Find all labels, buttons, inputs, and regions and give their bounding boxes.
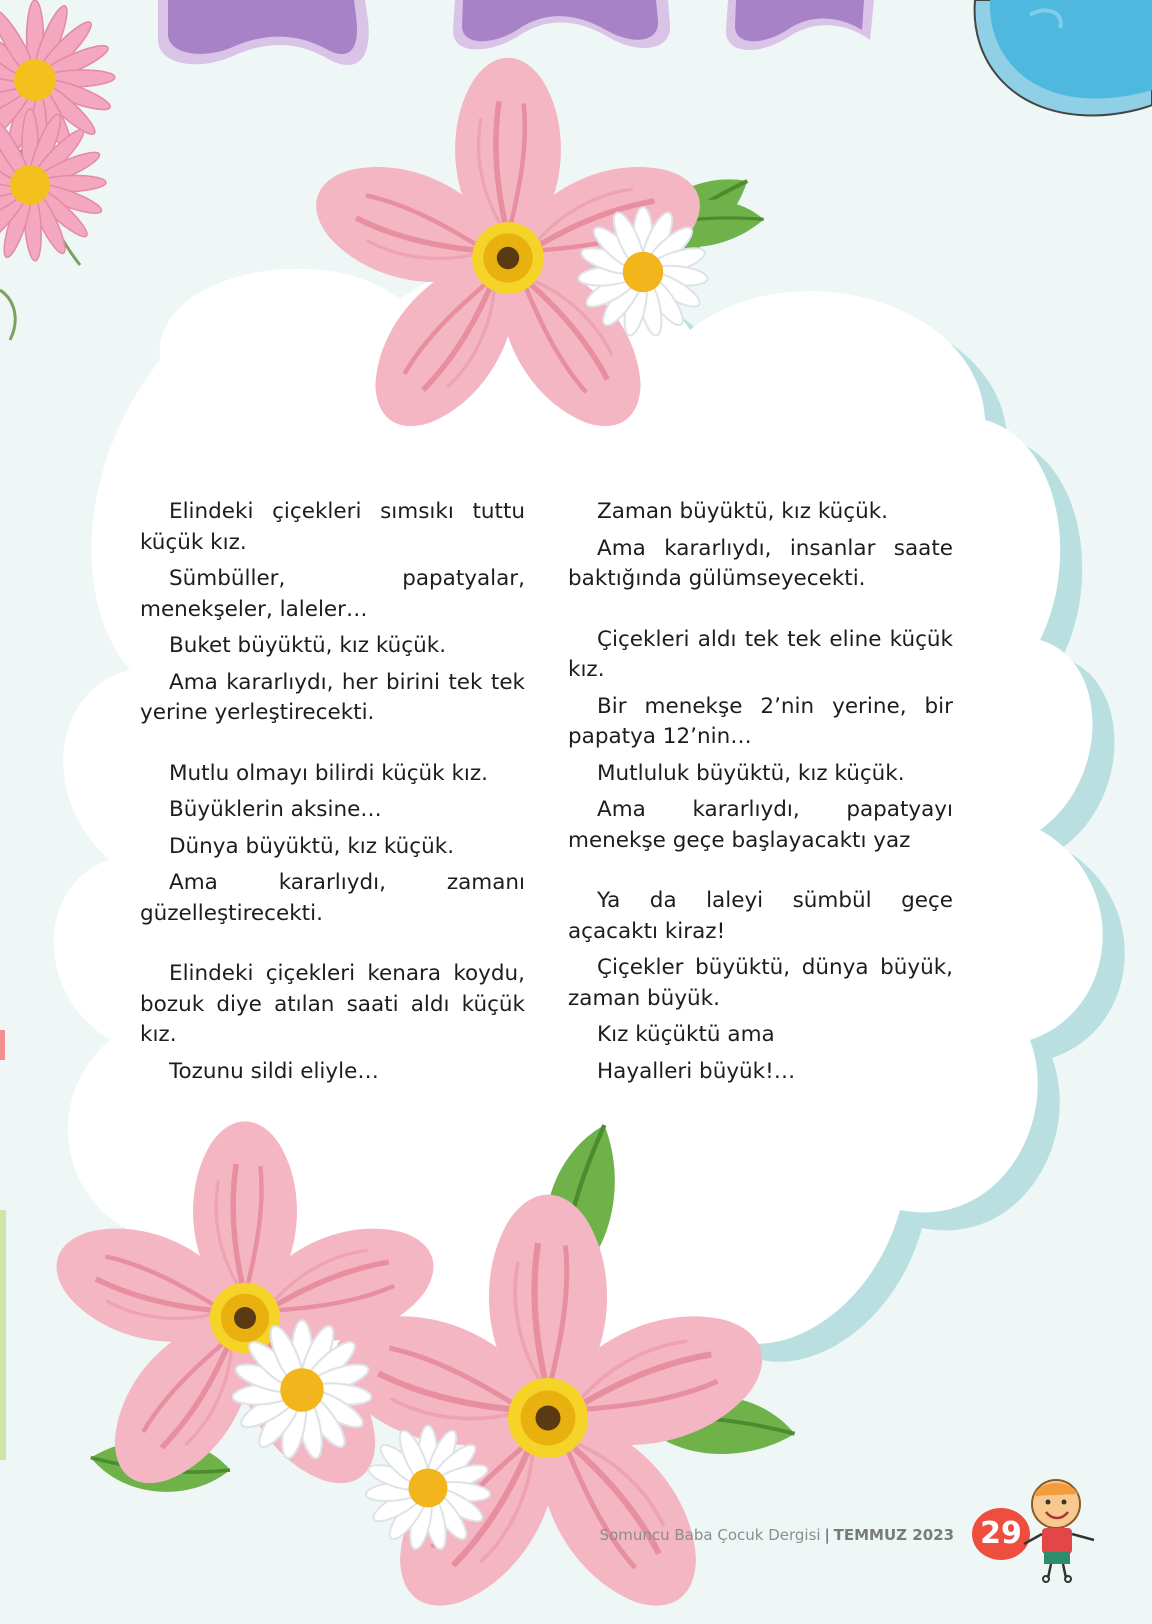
poem-left-column [140,497,525,1093]
left-stanza-line: Büyüklerin aksine… [169,797,382,822]
top-purple-shapes [158,0,874,65]
left-stanza-line: Ama kararlıydı, her birini tek tek yerine yerleştirecekti. [140,669,525,725]
left-stanza-line: Elindeki çiçekleri sımsıkı tuttu küçük kız. [140,499,525,555]
child-mascot-icon [1018,1474,1108,1584]
left-stanza-line: Tozunu sildi eliyle… [169,1058,379,1084]
footer-separator: | [824,1526,830,1544]
left-stanza-line: Elindeki çiçekleri kenara koydu, bozuk diye atılan saati aldı küçük kız. [140,961,525,1047]
right-stanza-line: Mutluluk büyüktü, kız küçük. [597,760,905,786]
right-stanza-line: Çiçekleri aldı tek tek eline küçük kız. [568,626,953,682]
left-stanza-line: Sümbüller, papatyalar, menekşeler, laleler… [140,566,525,622]
right-stanza-line: Ya da laleyi sümbül geçe açacaktı kiraz! [568,888,953,944]
page-number-badge: 29 [972,1508,1030,1560]
right-stanza-line: Bir menekşe 2’nin yerine, bir papatya 12’nin… [568,693,953,749]
left-stanza-line: Mutlu olmayı bilirdi küçük kız. [169,760,488,786]
right-stanza-line: Ama kararlıydı, insanlar saate baktığında gülümseyecekti. [568,535,953,591]
magazine-name: Somuncu Baba Çocuk Dergisi [599,1526,821,1544]
top-right-blue-shape [975,0,1152,115]
right-stanza-line: Kız küçüktü ama [597,1022,775,1047]
right-stanza-line: Hayalleri büyük!… [597,1058,796,1084]
issue-date: TEMMUZ 2023 [833,1526,954,1544]
left-stanza-line: Buket büyüktü, kız küçük. [169,633,447,658]
right-stanza-line: Çiçekler büyüktü, dünya büyük, zaman büyük. [568,955,953,1011]
left-stanza-line: Ama kararlıydı, zamanı güzelleştirecekti. [140,870,525,926]
page-footer [600,1526,954,1544]
left-stanza-line: Dünya büyüktü, kız küçük. [169,833,455,859]
left-pink-daisies [0,0,115,340]
right-stanza-line: Zaman büyüktü, kız küçük. [597,499,888,524]
poem-right-column [568,497,953,1093]
right-stanza-line: Ama kararlıydı, papatyayı menekşe geçe başlayacaktı yaz [568,797,953,853]
